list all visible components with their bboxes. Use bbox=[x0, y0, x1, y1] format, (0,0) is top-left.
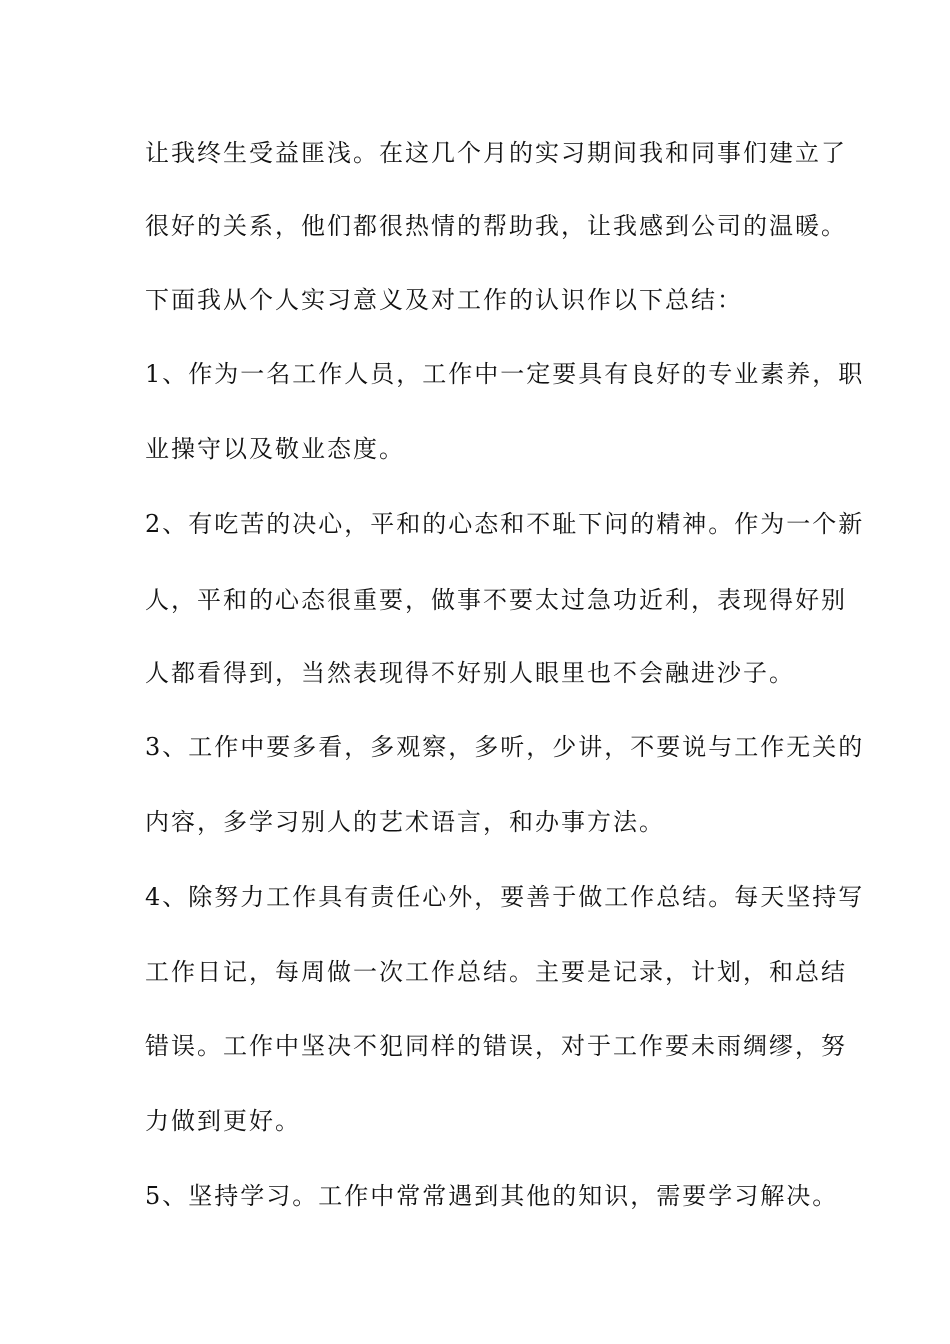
text-line: 让我终生受益匪浅。在这几个月的实习期间我和同事们建立了 bbox=[145, 139, 847, 167]
text-line: 业操守以及敬业态度。 bbox=[145, 435, 405, 463]
text-line: 人都看得到，当然表现得不好别人眼里也不会融进沙子。 bbox=[145, 659, 795, 687]
text-line: 内容，多学习别人的艺术语言，和办事方法。 bbox=[145, 808, 665, 836]
list-item-4: 4、除努力工作具有责任心外，要善于做工作总结。每天坚持写 bbox=[145, 883, 865, 911]
list-item-2: 2、有吃苦的决心，平和的心态和不耻下问的精神。作为一个新 bbox=[145, 510, 865, 538]
text-line: 人，平和的心态很重要，做事不要太过急功近利，表现得好别 bbox=[145, 586, 847, 614]
list-item-5: 5、坚持学习。工作中常常遇到其他的知识，需要学习解决。 bbox=[145, 1182, 839, 1210]
text-line: 很好的关系，他们都很热情的帮助我，让我感到公司的温暖。 bbox=[145, 212, 847, 240]
text-line: 工作日记，每周做一次工作总结。主要是记录，计划，和总结 bbox=[145, 958, 847, 986]
list-item-1: 1、作为一名工作人员，工作中一定要具有良好的专业素养，职 bbox=[145, 360, 865, 388]
text-line: 力做到更好。 bbox=[145, 1107, 301, 1135]
text-line: 下面我从个人实习意义及对工作的认识作以下总结： bbox=[145, 286, 743, 314]
text-line: 错误。工作中坚决不犯同样的错误，对于工作要未雨绸缪，努 bbox=[145, 1032, 847, 1060]
list-item-3: 3、工作中要多看，多观察，多听，少讲，不要说与工作无关的 bbox=[145, 733, 865, 761]
